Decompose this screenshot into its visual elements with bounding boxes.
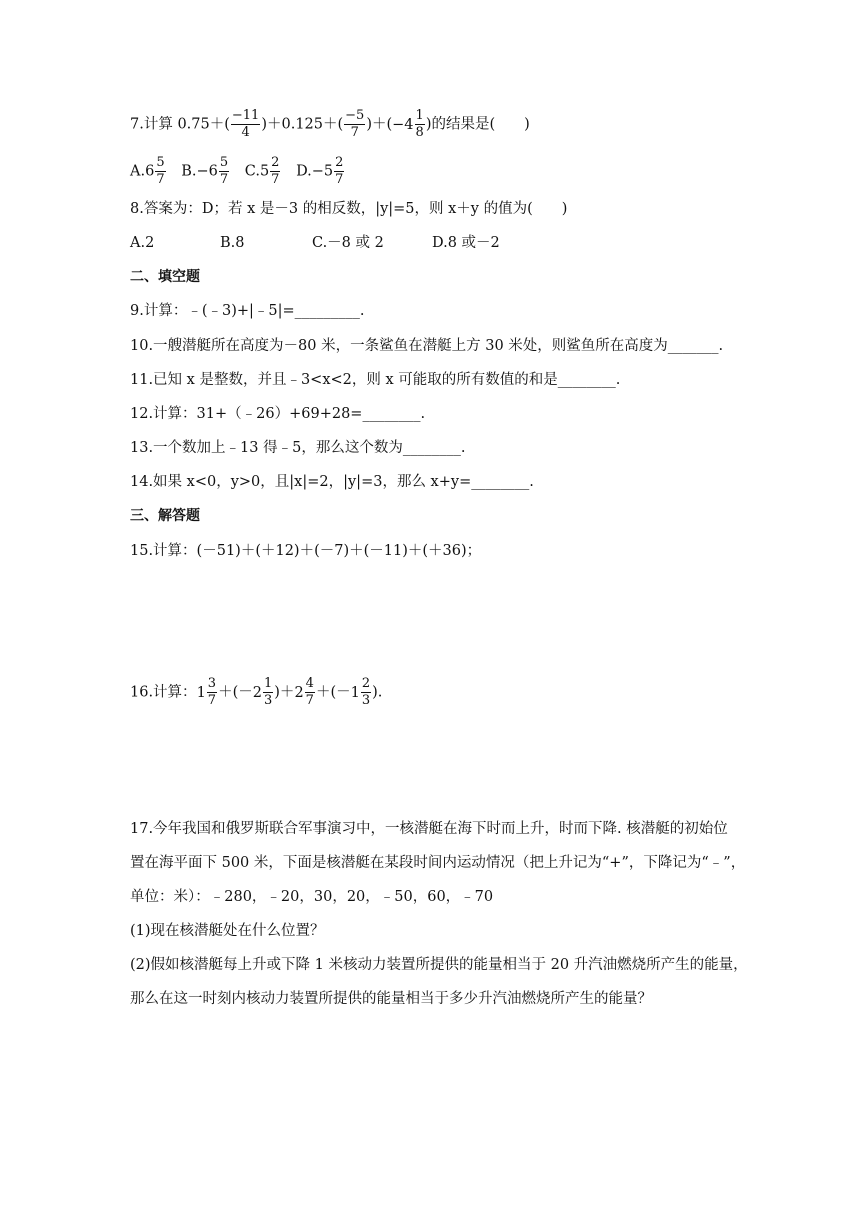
q8-option-d: D.8 或－2: [432, 235, 500, 251]
section-heading-solve: 三、解答题: [130, 508, 200, 524]
q16-mixed-2: 2 $\frac{1}{3}$: [252, 676, 273, 708]
question-12: 12.计算：31+（﹣26）+69+28=________.: [130, 406, 426, 422]
q7-fraction-1: $\frac{-11}{4}$: [231, 108, 260, 140]
q16-mixed-4: 1 $\frac{2}{3}$: [350, 676, 371, 708]
question-11: 11.已知 x 是整数，并且﹣3<x<2，则 x 可能取的所有数值的和是________.: [130, 372, 621, 388]
question-14: 14.如果 x<0，y>0，且|x|=2，|y|=3，那么 x+y=________.: [130, 474, 534, 490]
q7-option-d: D.−5 $\frac{2}{7}$: [296, 155, 344, 187]
q7-fraction-2: $\frac{-5}{7}$: [345, 108, 365, 140]
q7-mixed-number: −4 $\frac{1}{8}$: [392, 108, 424, 140]
q7-option-b: B.−6 $\frac{5}{7}$: [181, 155, 229, 187]
q7-text-1: 7.计算 0.75＋(: [130, 116, 230, 133]
question-7: [130, 108, 530, 141]
section-heading-fill-in: 二、填空题: [130, 269, 200, 285]
q7-option-a: A.6 $\frac{5}{7}$: [130, 155, 165, 187]
q8-option-a: A.2: [130, 235, 155, 251]
question-13: 13.一个数加上﹣13 得﹣5，那么这个数为________.: [130, 440, 466, 456]
question-17-line-1: 17.今年我国和俄罗斯联合军事演习中，一核潜艇在海下时而上升，时而下降. 核潜艇的初始位: [130, 821, 728, 837]
q7-text-4: )的结果是( ): [425, 116, 530, 133]
question-10: 10.一艘潜艇所在高度为－80 米，一条鲨鱼在潜艇上方 30 米处，则鲨鱼所在高度为_______.: [130, 338, 724, 354]
q7-text-2: )＋0.125＋(: [261, 116, 344, 133]
question-17-part-2-line-2: 那么在这一时刻内核动力装置所提供的能量相当于多少升汽油燃烧所产生的能量？: [130, 991, 652, 1007]
question-8: 8.答案为：D；若 x 是－3 的相反数，|y|=5，则 x＋y 的值为( ): [130, 201, 568, 217]
question-9: 9.计算：﹣(﹣3)+|﹣5|=_________.: [130, 303, 365, 319]
question-17-line-3: 单位：米）：﹣280，﹣20，30，20，﹣50，60，﹣70: [130, 889, 494, 905]
q7-text-3: )＋(: [366, 116, 393, 133]
question-15: 15.计算：(－51)＋(＋12)＋(－7)＋(－11)＋(＋36)；: [130, 543, 482, 559]
q16-mixed-3: 2 $\frac{4}{7}$: [294, 676, 314, 708]
question-7-options: [130, 155, 355, 188]
question-17-part-2-line-1: (2)假如核潜艇每上升或下降 1 米核动力装置所提供的能量相当于 20 升汽油燃烧所产生的能量，: [130, 957, 748, 973]
question-17-line-2: 置在海平面下 500 米，下面是核潜艇在某段时间内运动情况（把上升记为“+”，下降记为“﹣”，: [130, 855, 746, 871]
q16-mixed-1: 1 $\frac{3}{7}$: [196, 676, 217, 708]
question-17-part-1: (1)现在核潜艇处在什么位置？: [130, 923, 325, 939]
q8-option-b: B.8: [220, 235, 245, 251]
question-8-options: [130, 233, 500, 253]
q7-option-c: C.5 $\frac{2}{7}$: [244, 155, 280, 187]
question-16: 16.计算： 1 $\frac{3}{7}$ ＋(－ 2 $\frac{1}{3}$ )＋ 2 $\frac{4}{7}$ ＋(－ 1 $\frac{2}{3}$ ).: [130, 676, 383, 708]
q8-option-c: C.－8 或 2: [312, 235, 384, 251]
